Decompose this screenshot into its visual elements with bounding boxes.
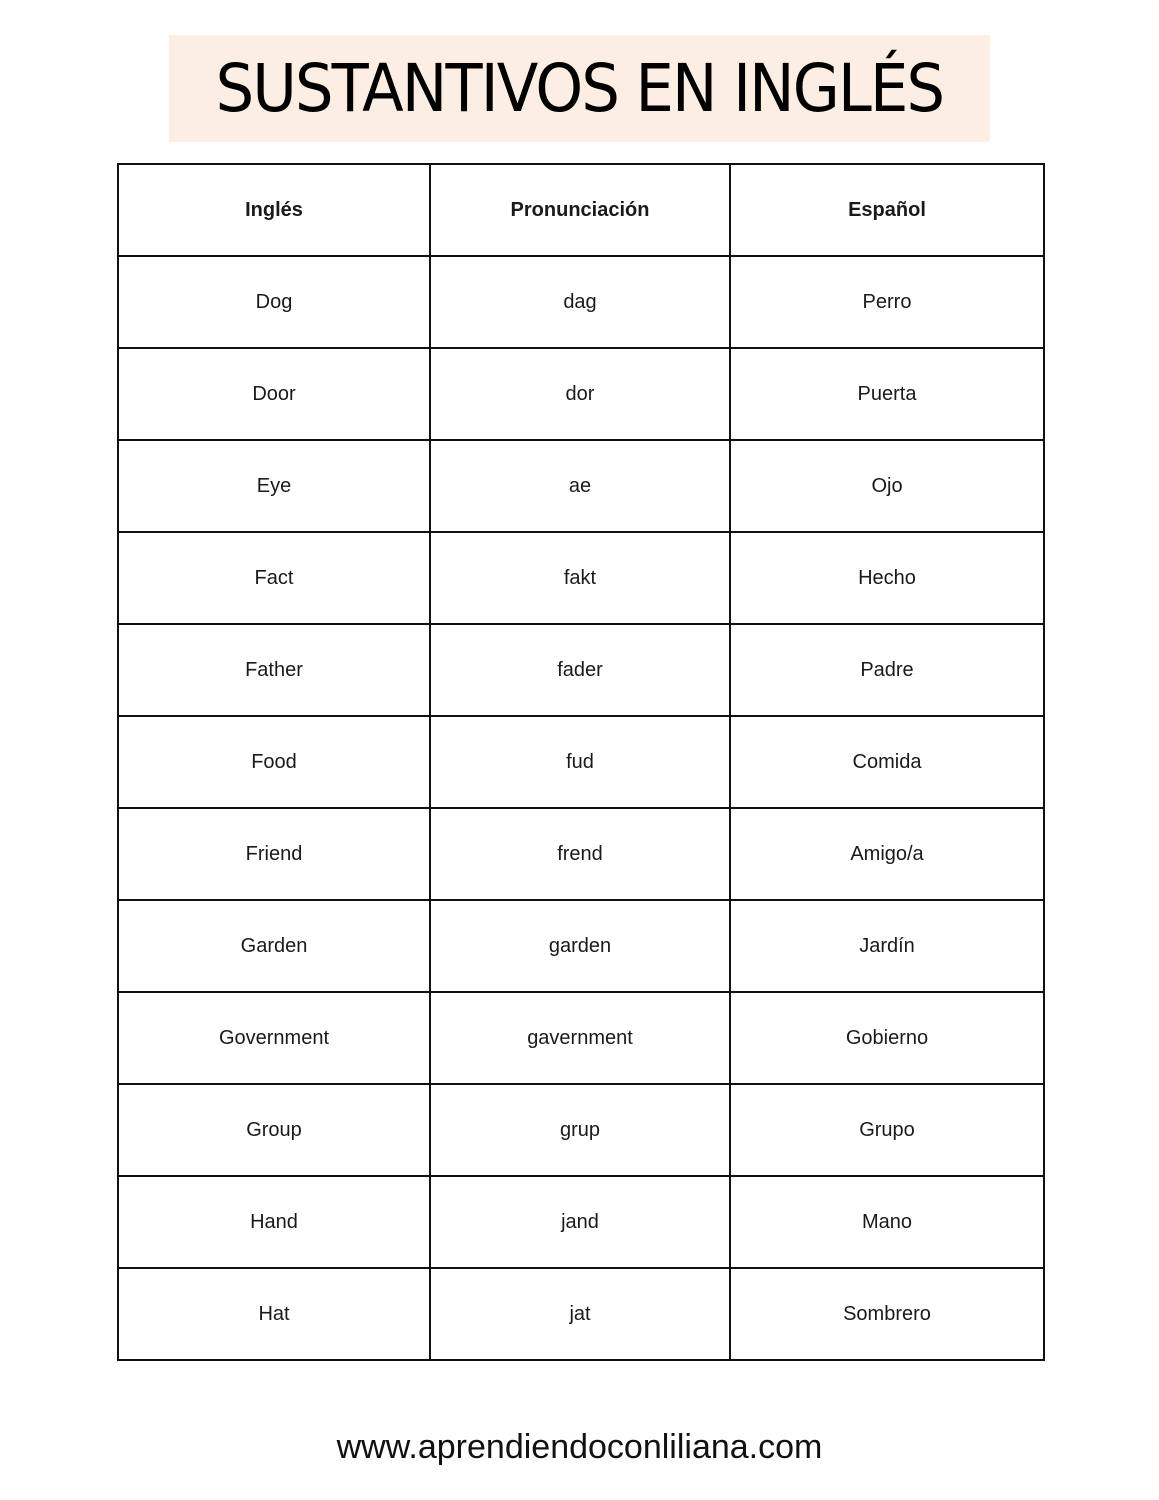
cell-espanol: Jardín	[730, 900, 1044, 992]
cell-ingles: Group	[118, 1084, 430, 1176]
cell-espanol: Hecho	[730, 532, 1044, 624]
cell-ingles: Father	[118, 624, 430, 716]
cell-pronunciacion: fud	[430, 716, 730, 808]
cell-pronunciacion: fakt	[430, 532, 730, 624]
table-row	[118, 992, 1044, 1084]
website-footer: www.aprendiendoconliliana.com	[336, 1428, 823, 1466]
cell-espanol: Amigo/a	[730, 808, 1044, 900]
cell-ingles: Garden	[118, 900, 430, 992]
cell-espanol: Padre	[730, 624, 1044, 716]
cell-pronunciacion: gavernment	[430, 992, 730, 1084]
title-banner	[169, 35, 990, 142]
table-row	[118, 716, 1044, 808]
cell-espanol: Grupo	[730, 1084, 1044, 1176]
header-pronunciacion: Pronunciación	[430, 164, 730, 256]
table-row	[118, 624, 1044, 716]
cell-pronunciacion: garden	[430, 900, 730, 992]
cell-ingles: Hat	[118, 1268, 430, 1360]
cell-pronunciacion: grup	[430, 1084, 730, 1176]
table-row	[118, 808, 1044, 900]
table-row	[118, 1176, 1044, 1268]
cell-ingles: Government	[118, 992, 430, 1084]
cell-ingles: Dog	[118, 256, 430, 348]
table-row	[118, 532, 1044, 624]
cell-espanol: Perro	[730, 256, 1044, 348]
cell-pronunciacion: dag	[430, 256, 730, 348]
cell-espanol: Gobierno	[730, 992, 1044, 1084]
table-row	[118, 256, 1044, 348]
cell-pronunciacion: ae	[430, 440, 730, 532]
cell-ingles: Fact	[118, 532, 430, 624]
cell-pronunciacion: frend	[430, 808, 730, 900]
cell-espanol: Sombrero	[730, 1268, 1044, 1360]
cell-espanol: Ojo	[730, 440, 1044, 532]
cell-ingles: Door	[118, 348, 430, 440]
vocabulary-table	[117, 163, 1045, 1361]
cell-pronunciacion: jand	[430, 1176, 730, 1268]
table-row	[118, 900, 1044, 992]
table-row	[118, 1268, 1044, 1360]
cell-espanol: Mano	[730, 1176, 1044, 1268]
header-ingles: Inglés	[118, 164, 430, 256]
header-espanol: Español	[730, 164, 1044, 256]
cell-pronunciacion: jat	[430, 1268, 730, 1360]
page-title: SUSTANTIVOS EN INGLÉS	[215, 50, 944, 127]
table-header-row	[118, 164, 1044, 256]
cell-ingles: Food	[118, 716, 430, 808]
table-row	[118, 440, 1044, 532]
cell-espanol: Puerta	[730, 348, 1044, 440]
cell-ingles: Hand	[118, 1176, 430, 1268]
cell-pronunciacion: fader	[430, 624, 730, 716]
cell-pronunciacion: dor	[430, 348, 730, 440]
cell-espanol: Comida	[730, 716, 1044, 808]
cell-ingles: Eye	[118, 440, 430, 532]
table-row	[118, 348, 1044, 440]
cell-ingles: Friend	[118, 808, 430, 900]
table-row	[118, 1084, 1044, 1176]
